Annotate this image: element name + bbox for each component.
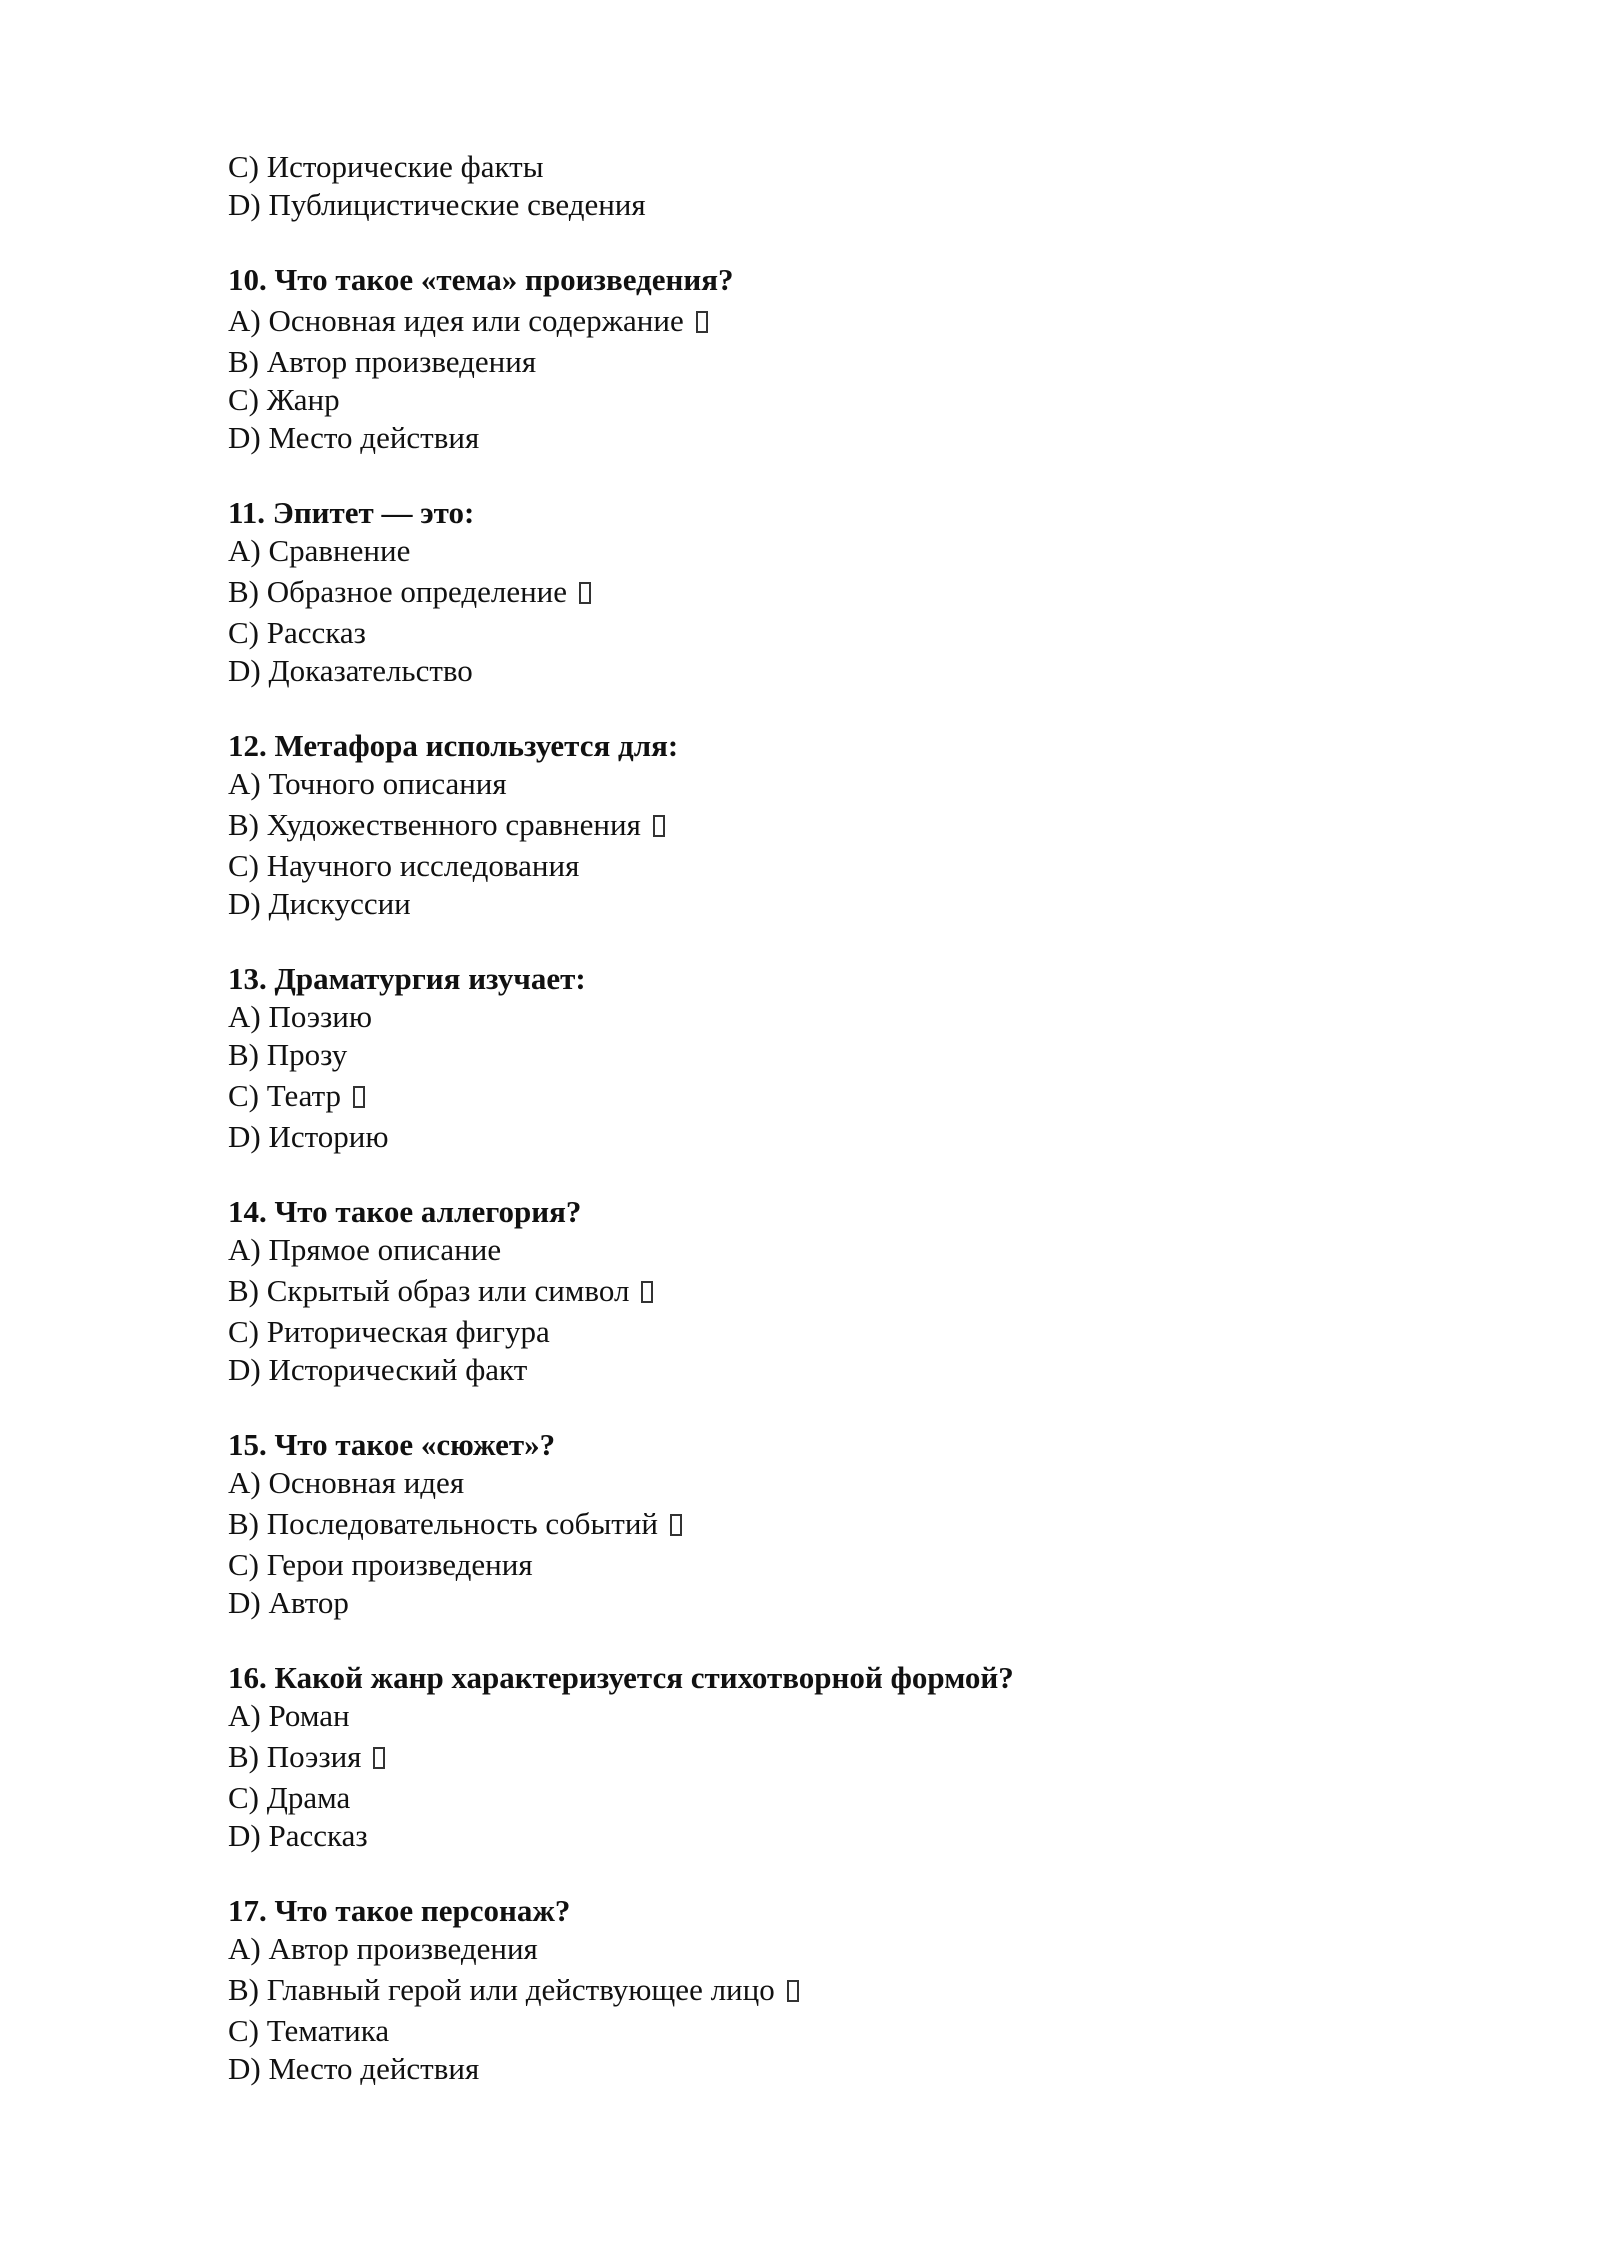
answer-option [228, 2050, 1428, 2088]
answer-option [228, 1313, 1428, 1351]
option-text: C) Рассказ [228, 615, 366, 650]
answer-option [228, 532, 1428, 570]
option-text: C) Научного исследования [228, 848, 580, 883]
correct-answer-mark-icon [696, 311, 708, 333]
answer-option [228, 1779, 1428, 1817]
option-text: B) Прозу [228, 1037, 348, 1072]
option-text: A) Роман [228, 1698, 350, 1733]
answer-option [228, 1930, 1428, 1968]
correct-answer-mark-icon [353, 1086, 365, 1108]
option-letter: C) [228, 149, 259, 184]
answer-option [228, 186, 1428, 224]
answer-option [228, 885, 1428, 923]
option-text: B) Автор произведения [228, 344, 537, 379]
option-text: C) Риторическая фигура [228, 1314, 550, 1349]
option-text: B) Последовательность событий [228, 1506, 659, 1541]
answer-option [228, 299, 1428, 343]
option-text: C) Театр [228, 1078, 342, 1113]
answer-option [228, 1036, 1428, 1074]
option-text: C) Герои произведения [228, 1547, 533, 1582]
option-text: A) Точного описания [228, 766, 507, 801]
answer-option [228, 1464, 1428, 1502]
answer-option [228, 148, 1428, 186]
question-block [228, 1892, 1428, 2088]
answer-option [228, 1584, 1428, 1622]
option-text: A) Основная идея [228, 1465, 465, 1500]
answer-option [228, 343, 1428, 381]
question-block [228, 727, 1428, 923]
question-block [228, 1426, 1428, 1622]
answer-option [228, 1735, 1428, 1779]
question-block [228, 1659, 1428, 1855]
option-text: C) Жанр [228, 382, 340, 417]
answer-option [228, 1546, 1428, 1584]
answer-option [228, 847, 1428, 885]
option-text: A) Основная идея или содержание [228, 303, 684, 338]
answer-option [228, 381, 1428, 419]
correct-answer-mark-icon [787, 1980, 799, 2002]
answer-option [228, 998, 1428, 1036]
answer-option [228, 1502, 1428, 1546]
answer-option [228, 652, 1428, 690]
option-text: C) Тематика [228, 2013, 390, 2048]
question-title: 13. Драматургия изучает: [228, 961, 586, 996]
option-text: D) Историю [228, 1119, 389, 1154]
option-text: B) Скрытый образ или символ [228, 1273, 630, 1308]
option-letter: D) [228, 187, 261, 222]
answer-option [228, 1697, 1428, 1735]
question-block [228, 1193, 1428, 1389]
answer-option [228, 803, 1428, 847]
option-text: A) Сравнение [228, 533, 411, 568]
option-text: A) Прямое описание [228, 1232, 502, 1267]
answer-option [228, 614, 1428, 652]
question-block [228, 494, 1428, 690]
answer-option [228, 419, 1428, 457]
answer-option [228, 1118, 1428, 1156]
question-title: 11. Эпитет — это: [228, 495, 475, 530]
correct-answer-mark-icon [653, 815, 665, 837]
answer-option [228, 1817, 1428, 1855]
question-title: 14. Что такое аллегория? [228, 1194, 582, 1229]
option-text: B) Главный герой или действующее лицо [228, 1972, 775, 2007]
option-text: Публицистические сведения [268, 187, 646, 222]
question-title: 10. Что такое «тема» произведения? [228, 262, 734, 297]
answer-option [228, 2012, 1428, 2050]
answer-option [228, 1269, 1428, 1313]
option-text: D) Исторический факт [228, 1352, 528, 1387]
option-text: D) Рассказ [228, 1818, 368, 1853]
answer-option [228, 1351, 1428, 1389]
question-title: 12. Метафора используется для: [228, 728, 679, 763]
option-text: A) Поэзию [228, 999, 373, 1034]
question-block [228, 960, 1428, 1156]
correct-answer-mark-icon [579, 582, 591, 604]
option-text: B) Поэзия [228, 1739, 362, 1774]
option-text: D) Дискуссии [228, 886, 411, 921]
option-text: D) Место действия [228, 2051, 480, 2086]
option-text: B) Художественного сравнения [228, 807, 641, 842]
option-text: A) Автор произведения [228, 1931, 538, 1966]
option-text: C) Драма [228, 1780, 351, 1815]
question-title: 15. Что такое «сюжет»? [228, 1427, 556, 1462]
option-text: D) Автор [228, 1585, 349, 1620]
quiz-content [228, 148, 1428, 2125]
question-block [228, 261, 1428, 457]
option-text: D) Доказательство [228, 653, 473, 688]
question-9-tail [228, 148, 1428, 224]
correct-answer-mark-icon [670, 1514, 682, 1536]
option-text: B) Образное определение [228, 574, 568, 609]
question-list [228, 261, 1428, 2088]
answer-option [228, 1074, 1428, 1118]
option-text: D) Место действия [228, 420, 480, 455]
correct-answer-mark-icon [373, 1747, 385, 1769]
answer-option [228, 570, 1428, 614]
option-text: Исторические факты [266, 149, 544, 184]
question-title: 16. Какой жанр характеризуется стихотворной формой? [228, 1660, 1014, 1695]
answer-option [228, 1968, 1428, 2012]
answer-option [228, 1231, 1428, 1269]
question-title: 17. Что такое персонаж? [228, 1893, 571, 1928]
answer-option [228, 765, 1428, 803]
correct-answer-mark-icon [641, 1281, 653, 1303]
